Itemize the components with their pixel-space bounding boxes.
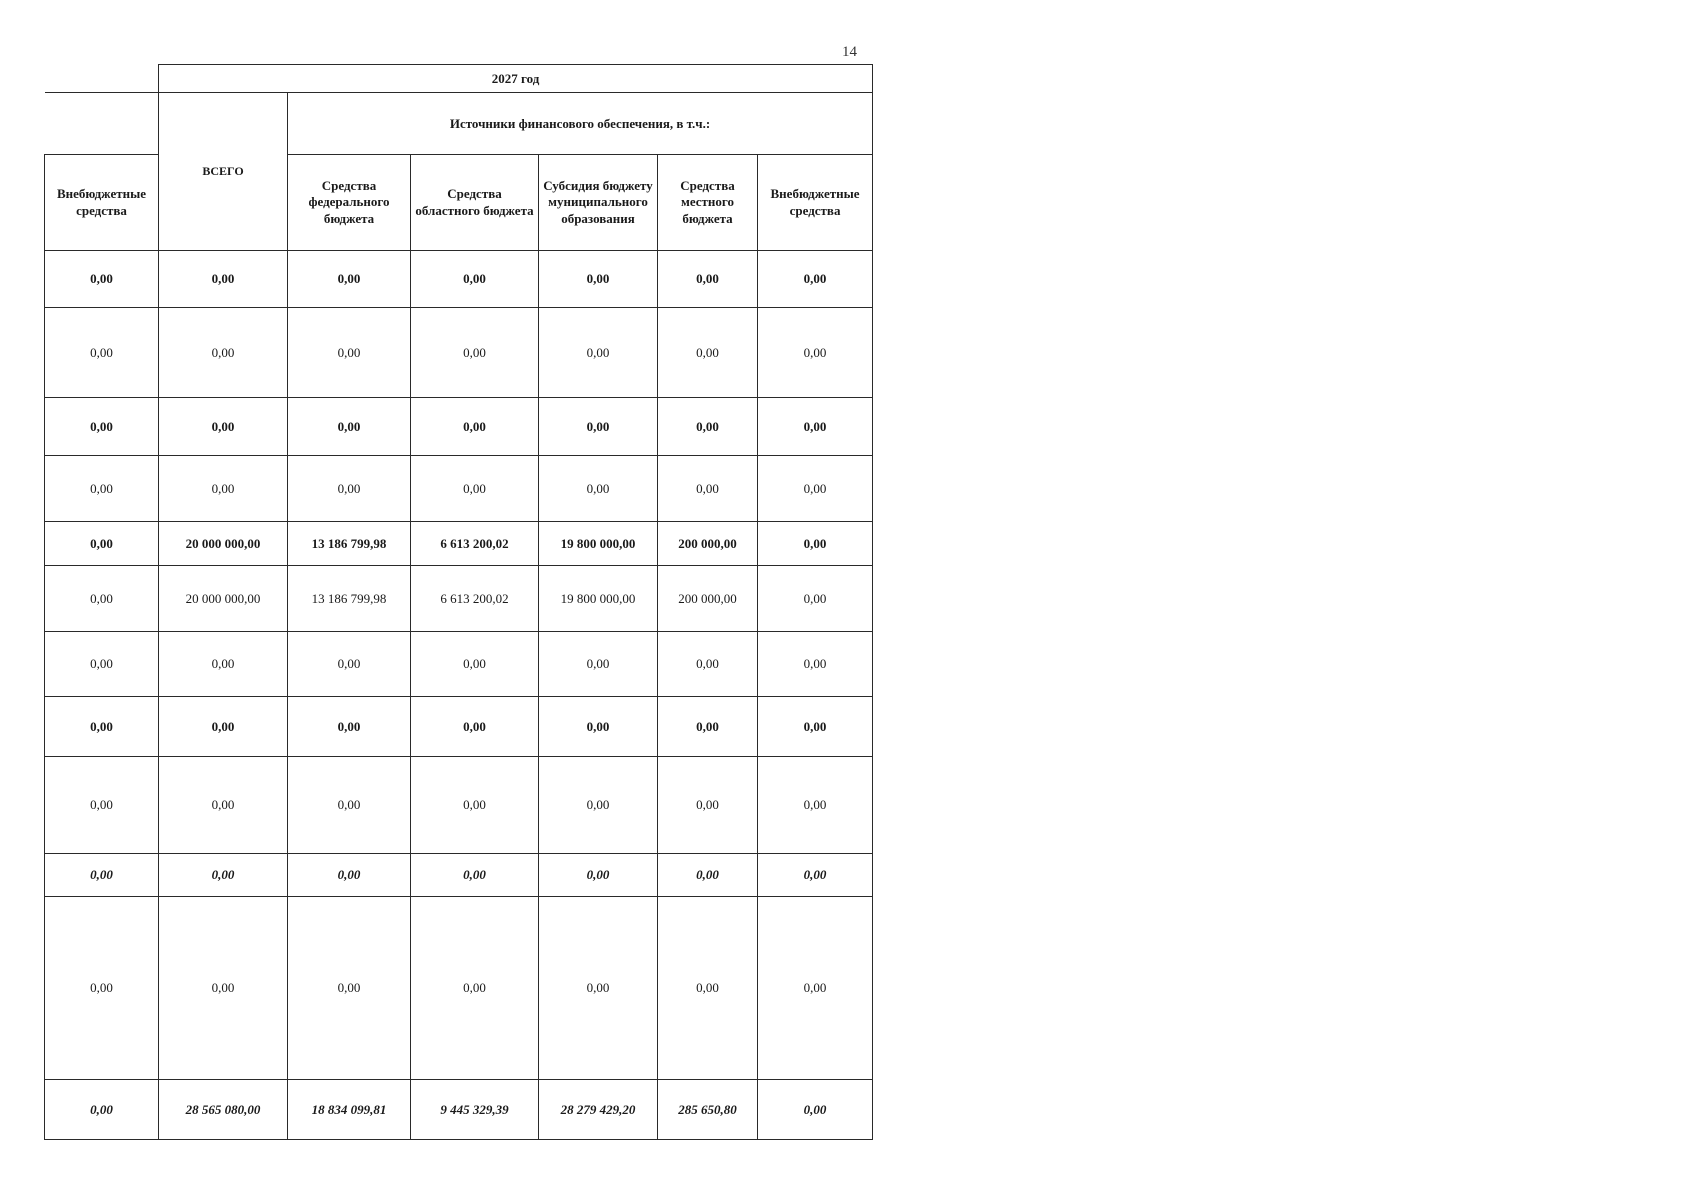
table-cell: 0,00 — [658, 308, 758, 398]
table-cell: 0,00 — [411, 308, 539, 398]
table-cell: 19 800 000,00 — [539, 522, 658, 566]
table-cell: 0,00 — [159, 398, 288, 456]
table-cell: 0,00 — [658, 897, 758, 1080]
table-cell: 13 186 799,98 — [288, 566, 411, 632]
table-cell: 0,00 — [539, 398, 658, 456]
local-budget-header: Средства местного бюджета — [658, 155, 758, 251]
table-cell: 0,00 — [45, 566, 159, 632]
table-row — [45, 456, 873, 522]
table-cell: 0,00 — [411, 456, 539, 522]
table-cell: 0,00 — [539, 456, 658, 522]
table-cell: 0,00 — [539, 632, 658, 697]
table-cell: 0,00 — [658, 251, 758, 308]
header-blank-cell — [45, 65, 159, 93]
table-cell: 0,00 — [658, 697, 758, 757]
federal-budget-header: Средства федерального бюджета — [288, 155, 411, 251]
table-cell: 0,00 — [758, 1080, 873, 1140]
sources-header: Источники финансового обеспечения, в т.ч.: — [288, 93, 873, 155]
table-cell: 200 000,00 — [658, 566, 758, 632]
table-cell: 0,00 — [758, 632, 873, 697]
table-cell: 0,00 — [288, 757, 411, 854]
table-cell: 0,00 — [45, 398, 159, 456]
table-cell: 0,00 — [758, 308, 873, 398]
table-cell: 6 613 200,02 — [411, 522, 539, 566]
table-cell: 19 800 000,00 — [539, 566, 658, 632]
table-cell: 0,00 — [658, 757, 758, 854]
table-cell: 0,00 — [288, 308, 411, 398]
municipal-subsidy-header: Субсидия бюджету муниципального образования — [539, 155, 658, 251]
table-row — [45, 566, 873, 632]
table-cell: 0,00 — [758, 697, 873, 757]
table-cell: 0,00 — [288, 398, 411, 456]
table-cell: 0,00 — [45, 1080, 159, 1140]
financing-table — [44, 64, 873, 1140]
table-cell: 0,00 — [288, 251, 411, 308]
table-cell: 0,00 — [758, 566, 873, 632]
table-cell: 0,00 — [288, 632, 411, 697]
table-cell: 0,00 — [758, 757, 873, 854]
table-cell: 0,00 — [539, 897, 658, 1080]
table-cell: 0,00 — [411, 897, 539, 1080]
table-cell: 0,00 — [159, 456, 288, 522]
table-cell: 6 613 200,02 — [411, 566, 539, 632]
table-cell: 0,00 — [159, 897, 288, 1080]
table-cell: 0,00 — [45, 632, 159, 697]
table-cell: 0,00 — [539, 251, 658, 308]
table-cell: 285 650,80 — [658, 1080, 758, 1140]
table-cell: 0,00 — [45, 757, 159, 854]
table-cell: 0,00 — [539, 757, 658, 854]
table-cell: 13 186 799,98 — [288, 522, 411, 566]
table-cell: 20 000 000,00 — [159, 566, 288, 632]
regional-budget-header: Средства областного бюджета — [411, 155, 539, 251]
table-row — [45, 1080, 873, 1140]
table-cell: 28 565 080,00 — [159, 1080, 288, 1140]
table-cell: 0,00 — [45, 522, 159, 566]
table-cell: 0,00 — [411, 398, 539, 456]
table-cell: 0,00 — [159, 251, 288, 308]
table-cell: 0,00 — [758, 456, 873, 522]
table-cell: 0,00 — [288, 854, 411, 897]
table-cell: 0,00 — [658, 398, 758, 456]
year-header: 2027 год — [159, 65, 873, 93]
table-cell: 0,00 — [288, 456, 411, 522]
table-cell: 0,00 — [411, 697, 539, 757]
header-row-year — [45, 65, 873, 93]
table-row — [45, 854, 873, 897]
header-blank-cell — [45, 93, 159, 155]
table-cell: 28 279 429,20 — [539, 1080, 658, 1140]
table-cell: 0,00 — [159, 757, 288, 854]
table-cell: 0,00 — [288, 897, 411, 1080]
table-row — [45, 757, 873, 854]
table-cell: 0,00 — [411, 632, 539, 697]
table-cell: 0,00 — [758, 522, 873, 566]
table-cell: 0,00 — [45, 854, 159, 897]
left-column-header: Внебюджетные средства — [45, 155, 159, 251]
table-cell: 0,00 — [159, 697, 288, 757]
table-cell: 0,00 — [45, 897, 159, 1080]
table-cell: 0,00 — [658, 456, 758, 522]
table-cell: 0,00 — [758, 398, 873, 456]
table-row — [45, 897, 873, 1080]
table-cell: 0,00 — [288, 697, 411, 757]
total-header: ВСЕГО — [159, 93, 288, 251]
table-cell: 0,00 — [45, 308, 159, 398]
table-row — [45, 308, 873, 398]
table-row — [45, 522, 873, 566]
table-row — [45, 398, 873, 456]
table-cell: 0,00 — [45, 251, 159, 308]
page-number: 14 — [842, 44, 857, 60]
table-cell: 0,00 — [539, 697, 658, 757]
table-cell: 0,00 — [539, 854, 658, 897]
table-row — [45, 251, 873, 308]
table-cell: 0,00 — [159, 632, 288, 697]
table-cell: 0,00 — [758, 897, 873, 1080]
table-cell: 20 000 000,00 — [159, 522, 288, 566]
header-row-sources — [45, 93, 873, 155]
table-cell: 0,00 — [758, 854, 873, 897]
table-row — [45, 632, 873, 697]
table-cell: 0,00 — [658, 854, 758, 897]
table-row — [45, 697, 873, 757]
table-cell: 0,00 — [411, 251, 539, 308]
table-cell: 0,00 — [159, 308, 288, 398]
table-cell: 200 000,00 — [658, 522, 758, 566]
table-cell: 9 445 329,39 — [411, 1080, 539, 1140]
table-cell: 0,00 — [411, 854, 539, 897]
table-cell: 0,00 — [758, 251, 873, 308]
table-cell: 18 834 099,81 — [288, 1080, 411, 1140]
table-cell: 0,00 — [45, 456, 159, 522]
table-cell: 0,00 — [411, 757, 539, 854]
table-cell: 0,00 — [45, 697, 159, 757]
extrabudgetary-header: Внебюджетные средства — [758, 155, 873, 251]
table-cell: 0,00 — [539, 308, 658, 398]
table-cell: 0,00 — [658, 632, 758, 697]
table-cell: 0,00 — [159, 854, 288, 897]
